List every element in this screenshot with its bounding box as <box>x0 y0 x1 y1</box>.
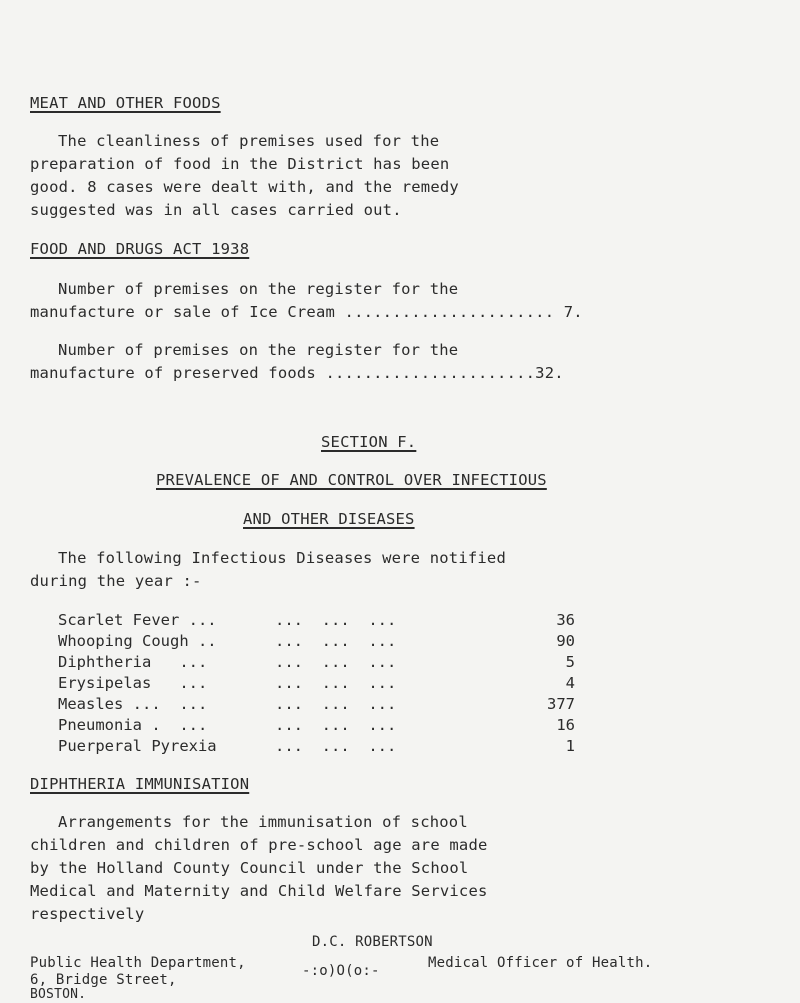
section-subtitle: PREVALENCE OF AND CONTROL OVER INFECTIOUS <box>156 471 547 489</box>
disease-name: Measles ... ... <box>58 695 208 713</box>
diphtheria-heading: DIPHTHERIA IMMUNISATION <box>30 775 250 793</box>
disease-dots: ... ... ... <box>275 716 397 734</box>
disease-dots: ... ... ... <box>275 674 397 692</box>
disease-count: 1 <box>565 737 575 755</box>
address-line: 6, Bridge Street, <box>30 972 177 988</box>
signature-name: D.C. ROBERTSON <box>312 934 433 950</box>
disease-name: Diphtheria ... <box>58 653 208 671</box>
section-title: SECTION F. <box>321 433 417 451</box>
meat-line: good. 8 cases were dealt with, and the remedy <box>30 178 459 196</box>
disease-dots: ... ... ... <box>275 653 397 671</box>
disease-name: Erysipelas ... <box>58 674 208 692</box>
meat-line: preparation of food in the District has been <box>30 155 450 173</box>
meat-line: The cleanliness of premises used for the <box>58 132 440 150</box>
diphtheria-line: children and children of pre-school age are made <box>30 836 488 854</box>
disease-count: 90 <box>556 632 575 650</box>
food-act-heading: FOOD AND DRUGS ACT 1938 <box>30 240 250 258</box>
divider-ornament: -:o)O(o:- <box>302 963 380 979</box>
disease-dots: ... ... ... <box>275 737 397 755</box>
disease-name: Scarlet Fever ... <box>58 611 217 629</box>
diphtheria-line: Medical and Maternity and Child Welfare Services <box>30 882 488 900</box>
ice-cream-line: Number of premises on the register for the <box>58 280 459 298</box>
section-subtitle: AND OTHER DISEASES <box>243 510 415 528</box>
disease-dots: ... ... ... <box>275 632 397 650</box>
disease-name: Pneumonia . ... <box>58 716 208 734</box>
disease-count: 16 <box>556 716 575 734</box>
meat-heading: MEAT AND OTHER FOODS <box>30 94 221 112</box>
address-line: BOSTON. <box>30 987 87 1002</box>
preserved-line: manufacture of preserved foods ......................32. <box>30 364 564 382</box>
diphtheria-line: respectively <box>30 905 145 923</box>
address-line: Public Health Department, <box>30 955 246 971</box>
disease-name: Puerperal Pyrexia <box>58 737 217 755</box>
disease-count: 4 <box>565 674 575 692</box>
meat-line: suggested was in all cases carried out. <box>30 201 402 219</box>
disease-name: Whooping Cough .. <box>58 632 217 650</box>
ice-cream-line: manufacture or sale of Ice Cream ...................... 7. <box>30 303 583 321</box>
preserved-line: Number of premises on the register for the <box>58 341 459 359</box>
disease-count: 5 <box>565 653 575 671</box>
disease-count: 377 <box>547 695 575 713</box>
diphtheria-line: Arrangements for the immunisation of school <box>58 813 468 831</box>
infectious-intro: The following Infectious Diseases were notified <box>58 549 506 567</box>
disease-count: 36 <box>556 611 575 629</box>
diphtheria-line: by the Holland County Council under the School <box>30 859 469 877</box>
signature-title: Medical Officer of Health. <box>428 955 653 971</box>
disease-dots: ... ... ... <box>275 695 397 713</box>
disease-dots: ... ... ... <box>275 611 397 629</box>
infectious-intro: during the year :- <box>30 572 202 590</box>
